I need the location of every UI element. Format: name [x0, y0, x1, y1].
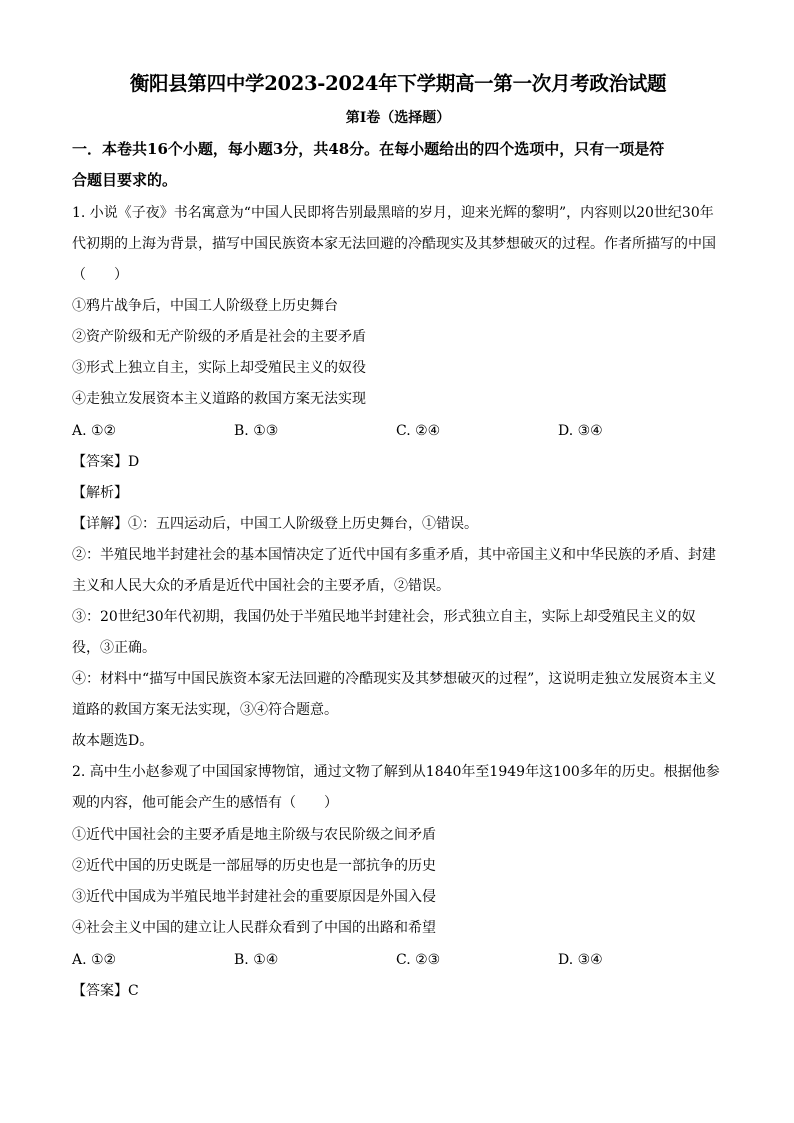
- q1-analysis-label: 【解析】: [72, 485, 128, 501]
- q1-statement-4: ④走独立发展资本主义道路的救国方案无法实现: [72, 391, 366, 407]
- q1-statement-3: ③形式上独立自主，实际上却受殖民主义的奴役: [72, 360, 366, 376]
- q1-detail-line-8: 故本题选D。: [72, 733, 154, 749]
- q1-stem-line-2: 代初期的上海为背景，描写中国民族资本家无法回避的冷酷现实及其梦想破灭的过程。作者所描写的中国: [72, 236, 716, 252]
- page-subtitle: 第Ⅰ卷（选择题）: [345, 110, 451, 126]
- q2-statement-2: ②近代中国的历史既是一部屈辱的历史也是一部抗争的历史: [72, 858, 436, 874]
- q1-detail-line-7: 道路的救国方案无法实现，③④符合题意。: [72, 702, 338, 718]
- q2-stem-line-1: 2. 高中生小赵参观了中国国家博物馆，通过文物了解到从1840年至1949年这100多年的历史。根据他参: [72, 764, 720, 780]
- q1-stem-line-1: 1. 小说《子夜》书名寓意为“中国人民即将告别最黑暗的岁月，迎来光辉的黎明”，内容则以20世纪30年: [72, 205, 714, 221]
- q1-option-b: B. ①③: [234, 423, 279, 439]
- q1-option-d: D. ③④: [558, 423, 603, 439]
- q1-statement-2: ②资产阶级和无产阶级的矛盾是社会的主要矛盾: [72, 329, 366, 345]
- q1-detail-line-4: ③：20世纪30年代初期，我国仍处于半殖民地半封建社会，形式独立自主，实际上却受殖民主义的奴: [72, 609, 696, 625]
- page-title: 衡阳县第四中学2023-2024年下学期高一第一次月考政治试题: [129, 72, 667, 95]
- q1-answer: 【答案】D: [72, 454, 140, 470]
- q2-statement-3: ③近代中国成为半殖民地半封建社会的重要原因是外国入侵: [72, 889, 436, 905]
- q2-option-d: D. ③④: [558, 952, 603, 968]
- q2-answer: 【答案】C: [72, 983, 139, 999]
- q1-detail-line-6: ④：材料中“描写中国民族资本家无法回避的冷酷现实及其梦想破灭的过程”，这说明走独立发展资本主义: [72, 671, 717, 687]
- section-instruction-line-2: 合题目要求的。: [72, 171, 178, 189]
- q2-statement-1: ①近代中国社会的主要矛盾是地主阶级与农民阶级之间矛盾: [72, 827, 436, 843]
- q1-statement-1: ①鸦片战争后，中国工人阶级登上历史舞台: [72, 298, 338, 314]
- q1-detail-line-1: 【详解】①：五四运动后，中国工人阶级登上历史舞台，①错误。: [72, 516, 478, 532]
- q2-option-c: C. ②③: [396, 952, 441, 968]
- q2-option-b: B. ①④: [234, 952, 279, 968]
- section-instruction-line-1: 一．本卷共16个小题，每小题3分，共48分。在每小题给出的四个选项中，只有一项是符: [72, 140, 665, 158]
- q1-detail-line-5: 役，③正确。: [72, 640, 156, 656]
- q1-stem-line-3: （ ）: [72, 267, 128, 283]
- q1-option-c: C. ②④: [396, 423, 441, 439]
- q2-option-a: A. ①②: [72, 952, 117, 968]
- q2-statement-4: ④社会主义中国的建立让人民群众看到了中国的出路和希望: [72, 920, 436, 936]
- q1-detail-line-3: 主义和人民大众的矛盾是近代中国社会的主要矛盾，②错误。: [72, 578, 450, 594]
- q1-option-a: A. ①②: [72, 423, 117, 439]
- q2-stem-line-2: 观的内容，他可能会产生的感悟有（ ）: [72, 795, 338, 811]
- q1-detail-line-2: ②：半殖民地半封建社会的基本国情决定了近代中国有多重矛盾，其中帝国主义和中华民族的矛盾、封建: [72, 547, 716, 563]
